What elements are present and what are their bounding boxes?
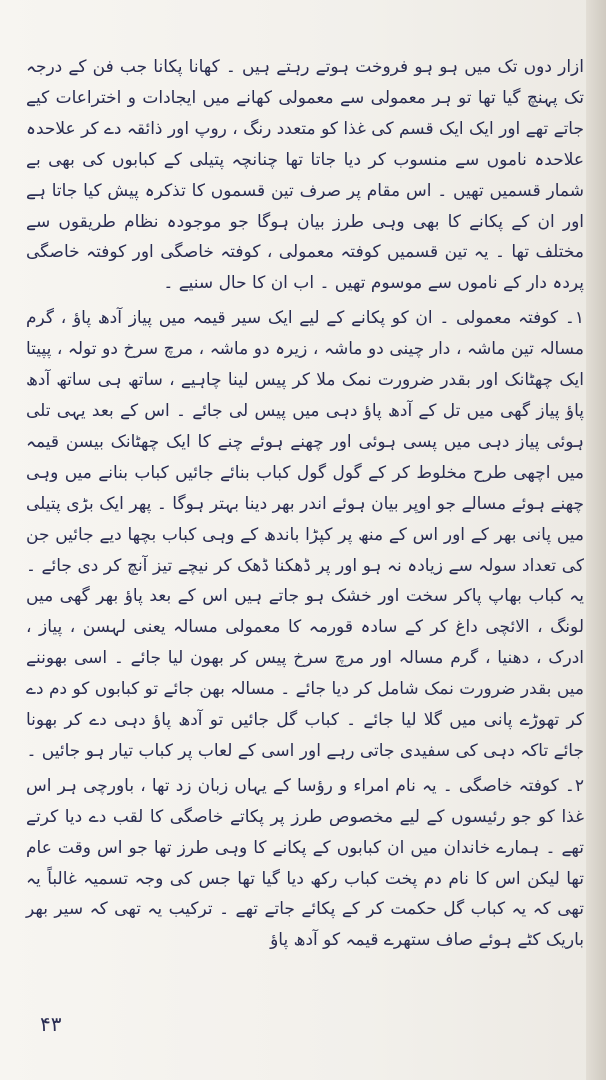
paragraph-kofta-mamooli: ۱۔ کوفتہ معمولی ۔ ان کو پکانے کے لیے ایک سیر قیمہ میں پیاز آدھ پاؤ ، گرم مسالہ تین ماشہ ، دار چینی دو ماشہ ، زیرہ دو ماشہ ، مرچ سرخ دو تولہ ، پپیتا ایک چھٹانک اور بقدر ضرورت نمک ملا کر پیس لینا چاہیے ، ساتھ ہی ساتھ آدھ پاؤ پیاز گھی میں تل کے آدھ پاؤ دہی میں پیس لی جائے ۔ اس کے بعد یہی تلی ہوئی پیاز دہی میں پسی ہوئی اور چھنے ہوئے چنے کا ایک چھٹانک بیسن قیمہ میں اچھی طرح مخلوط کر کے گول گول کباب بنائے جائیں کباب بنانے میں وہی چھنے ہوئے مسالے جو اوپر بیان ہوئے اندر بھر دینا بہتر ہوگا ۔ پھر ایک بڑی پتیلی میں پانی بھر کے اور اس کے منھ پر کپڑا باندھ کے وہی کباب بچھا دیے جائیں جن کی تعداد سولہ سے زیادہ نہ ہو اور پر ڈھکنا ڈھک کر نیچے تیز آنچ کر دی جائے ۔ یہ کباب بھاپ پاکر سخت اور خشک ہو جاتے ہیں اس کے بعد پاؤ بھر گھی میں لونگ ، الائچی داغ کر کے سادہ قورمہ کا معمولی مسالہ یعنی لہسن ، پیاز ، ادرک ، دھنیا ، گرم مسالہ اور مرچ سرخ پیس کر بھون لیا جائے ۔ اسی بھوننے میں بقدر ضرورت نمک شامل کر دیا جائے ۔ مسالہ بھن جائے تو کبابوں کو دم دے کر تھوڑے پانی میں گلا لیا جائے ۔ کباب گل جائیں تو آدھ پاؤ دہی دے کر بھونا جائے تاکہ دہی کی سفیدی جاتی رہے اور اسی کے لعاب پر کباب تیار ہو جائیں ۔: [26, 308, 584, 761]
page-number: ۴۳: [40, 1012, 62, 1036]
page-binding-edge: [586, 0, 606, 1080]
page-body: [26, 52, 584, 956]
paragraph-intro: ازار دوں تک میں ہو ہو فروخت ہوتے رہتے ہیں ۔ کھانا پکانا جب فن کے درجہ تک پہنچ گیا تھا تو ہر معمولی سے معمولی کھانے میں ایجادات و اختراعات کیے جاتے تھے اور ایک ایک قسم کی غذا کو متعدد رنگ ، روپ اور ذائقہ دے کر علاحدہ علاحدہ ناموں سے منسوب کر دیا جاتا تھا چنانچہ پتیلی کے کبابوں کی بھی بے شمار قسمیں تھیں ۔ اس مقام پر صرف تین قسموں کا تذکرہ پیش کیا جاتا ہے اور ان کے پکانے کا بھی وہی طرز بیان ہوگا جو موجودہ نظام طریقوں سے مختلف تھا ۔ یہ تین قسمیں کوفتہ معمولی ، کوفتہ خاصگی اور کوفتہ خاصگی پردہ دار کے ناموں سے موسوم تھیں ۔ اب ان کا حال سنیے ۔: [26, 57, 584, 294]
paragraph-kofta-khasgi: ۲۔ کوفتہ خاصگی ۔ یہ نام امراء و رؤسا کے یہاں زبان زد تھا ، باورچی ہر اس غذا کو جو رئیسوں کے لیے مخصوص طرز پر پکاتے خاصگی کا لقب دے دیا کرتے تھے ۔ ہمارے خاندان میں ان کبابوں کے پکانے کا وہی طرز تھا جو اس وقت عام تھا لیکن اس کا نام دم پخت کباب رکھ دیا گیا تھا جس کی وجہ تسمیہ غالباً یہ تھی کہ یہ کباب گل حکمت کر کے پکائے جاتے تھے ۔ ترکیب یہ تھی کہ سیر بھر باریک کٹے ہوئے صاف ستھرے قیمہ کو آدھ پاؤ: [26, 775, 584, 951]
